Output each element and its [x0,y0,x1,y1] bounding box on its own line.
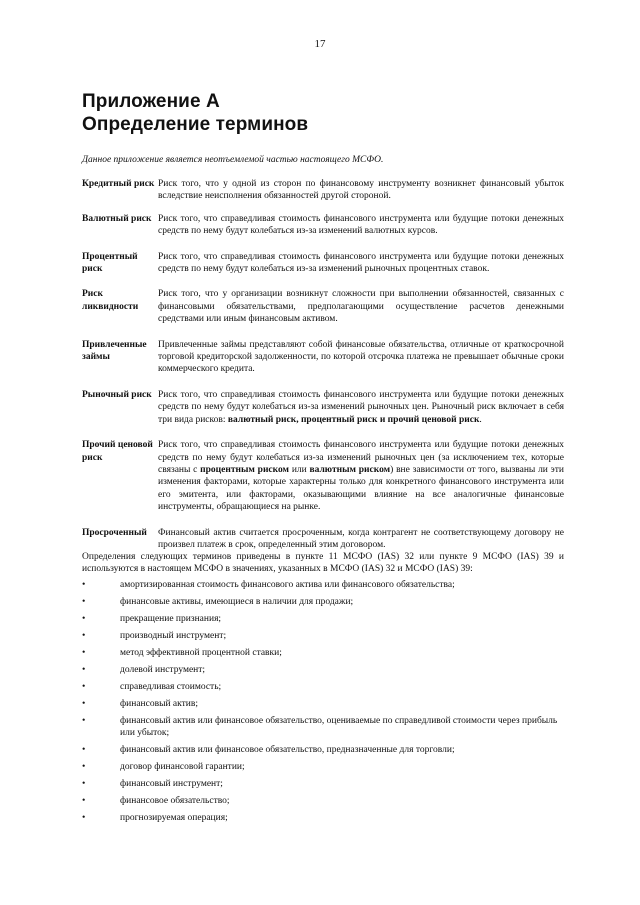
term-definition [158,178,564,203]
definition-emphasis: валютным риском [309,464,391,475]
bullet-icon: • [82,597,86,607]
page-number: 17 [314,38,326,50]
definition-text: или [289,464,310,475]
list-item-text: долевой инструмент; [120,665,206,675]
list-item [82,596,564,608]
list-item-text: амортизированная стоимость финансового актива или финансового обязательства; [120,580,455,590]
list-item-text: финансовый актив или финансовое обязательство, предназначенные для торговли; [120,745,455,755]
list-item [82,715,564,739]
term-name: Рыночный риск [82,389,152,400]
term-entry [82,439,564,513]
list-item-text: справедливая стоимость; [120,682,222,692]
bullet-icon: • [82,762,86,772]
list-item [82,744,564,756]
term-entry [82,251,564,276]
definition-text: ) вне зависимости от того, вызваны ли эти изменения факторами, которые характерны только для конкретного финансового инструмента или его эмитента, или факторами, оказывающими влияние на все аналогичные финансовые инструменты, обращающиеся на рынке. [158,464,564,513]
terms-bullet-list [82,579,564,824]
terms-list [82,178,564,551]
definition-text: Риск того, что справедливая стоимость финансового инструмента или будущие потоки денежных средств по нему будут колебаться из-за изменений рыночных цен (за исключением тех, которые связаны с [158,440,564,475]
term-name: Процентный риск [82,251,138,275]
term-definition [158,389,564,426]
term-entry [82,389,564,426]
term-entry [82,527,564,552]
bullet-icon: • [82,745,86,755]
definition-text: Риск того, что справедливая стоимость финансового инструмента или будущие потоки денежных средств по нему будут колебаться из-за изменений рыночных цен. Рыночный риск включает в себя три вида рисков: [158,389,564,425]
definition-text: Риск того, что справедливая стоимость финансового инструмента или будущие потоки денежных средств по нему будут колебаться из-за изменений рыночных процентных ставок. [158,251,564,275]
intro-note: Данное приложение является неотъемлемой частью настоящего МСФО. [82,155,384,165]
term-definition [158,439,564,513]
title-line-2: Определение терминов [82,114,309,135]
definition-text: Риск того, что справедливая стоимость финансового инструмента или будущие потоки денежных средств по нему будут колебаться из-за изменений валютных курсов. [158,213,564,237]
bullet-icon: • [82,779,86,789]
definition-text: Риск того, что у одной из сторон по финансовому инструменту возникнет финансовый убыток вследствие неисполнения обязанностей другой стороной. [158,179,564,202]
list-item [82,664,564,676]
list-item-text: прекращение признания; [120,614,222,624]
list-item [82,647,564,659]
list-item-text: финансовый инструмент; [120,779,223,789]
definition-emphasis: валютный риск, процентный риск и прочий ценовой риск [227,414,480,425]
bullet-icon: • [82,682,86,692]
term-name: Прочий ценовой риск [82,440,153,463]
list-item [82,681,564,693]
list-item-text: производный инструмент; [120,631,227,641]
term-entry [82,213,564,238]
list-item [82,761,564,773]
term-entry [82,178,564,203]
term-name: Привлеченные займы [82,339,147,363]
term-entry [82,339,564,376]
bullet-icon: • [82,813,86,823]
list-item-text: финансовый актив или финансовое обязательство, оцениваемые по справедливой стоимости через прибыль или убыток; [120,716,558,738]
term-entry [82,288,564,325]
list-item [82,795,564,807]
list-item-text: финансовый актив; [120,699,198,709]
term-name: Риск ликвидности [82,289,139,312]
bullet-icon: • [82,648,86,658]
definition-text: Привлеченные займы представляют собой финансовые обязательства, отличные от краткосрочной торговой кредиторской задолженности, по которой отсрочка платежа не превышает обычные сроки коммерческого кредита. [158,339,564,375]
list-item [82,630,564,642]
list-item-text: договор финансовой гарантии; [120,762,245,772]
term-name: Кредитный риск [82,179,155,189]
term-definition [158,251,564,276]
list-item [82,579,564,591]
page-title [82,90,308,136]
definition-text: Финансовый актив считается просроченным, когда контрагент не соответствующему договору не произвел платеж в срок, определенный этим договором. [158,527,564,550]
definition-text: . [479,414,482,425]
term-definition [158,213,564,238]
term-name: Валютный риск [82,213,152,224]
bullet-icon: • [82,665,86,675]
list-item-text: метод эффективной процентной ставки; [120,648,282,658]
list-item [82,812,564,824]
lead-paragraph: Определения следующих терминов приведены в пункте 11 МСФО (IAS) 32 или пункте 9 МСФО (IAS) 39 и используются в настоящем МСФО в значениях, указанных в МСФО (IAS) 32 и МСФО (IAS) 39: [82,552,564,575]
bullet-icon: • [82,716,86,726]
list-item [82,698,564,710]
bullet-icon: • [82,796,86,806]
title-line-1: Приложение А [82,91,220,112]
term-definition [158,339,564,376]
term-definition [158,288,564,325]
bullet-icon: • [82,631,86,641]
list-item [82,613,564,625]
list-item [82,778,564,790]
definition-emphasis: процентным риском [200,464,290,475]
list-item-text: прогнозируемая операция; [120,813,228,823]
definition-text: Риск того, что у организации возникнут сложности при выполнении обязанностей, связанных с финансовыми обязательствами, предполагающими осуществление расчетов денежными средствами или иным финансовым активом. [158,289,564,325]
list-item-text: финансовые активы, имеющиеся в наличии для продажи; [120,597,354,607]
bullet-icon: • [82,614,86,624]
bullet-icon: • [82,580,86,590]
list-item-text: финансовое обязательство; [120,796,230,806]
term-definition [158,527,564,552]
bullet-icon: • [82,699,86,709]
term-name: Просроченный [82,527,147,538]
